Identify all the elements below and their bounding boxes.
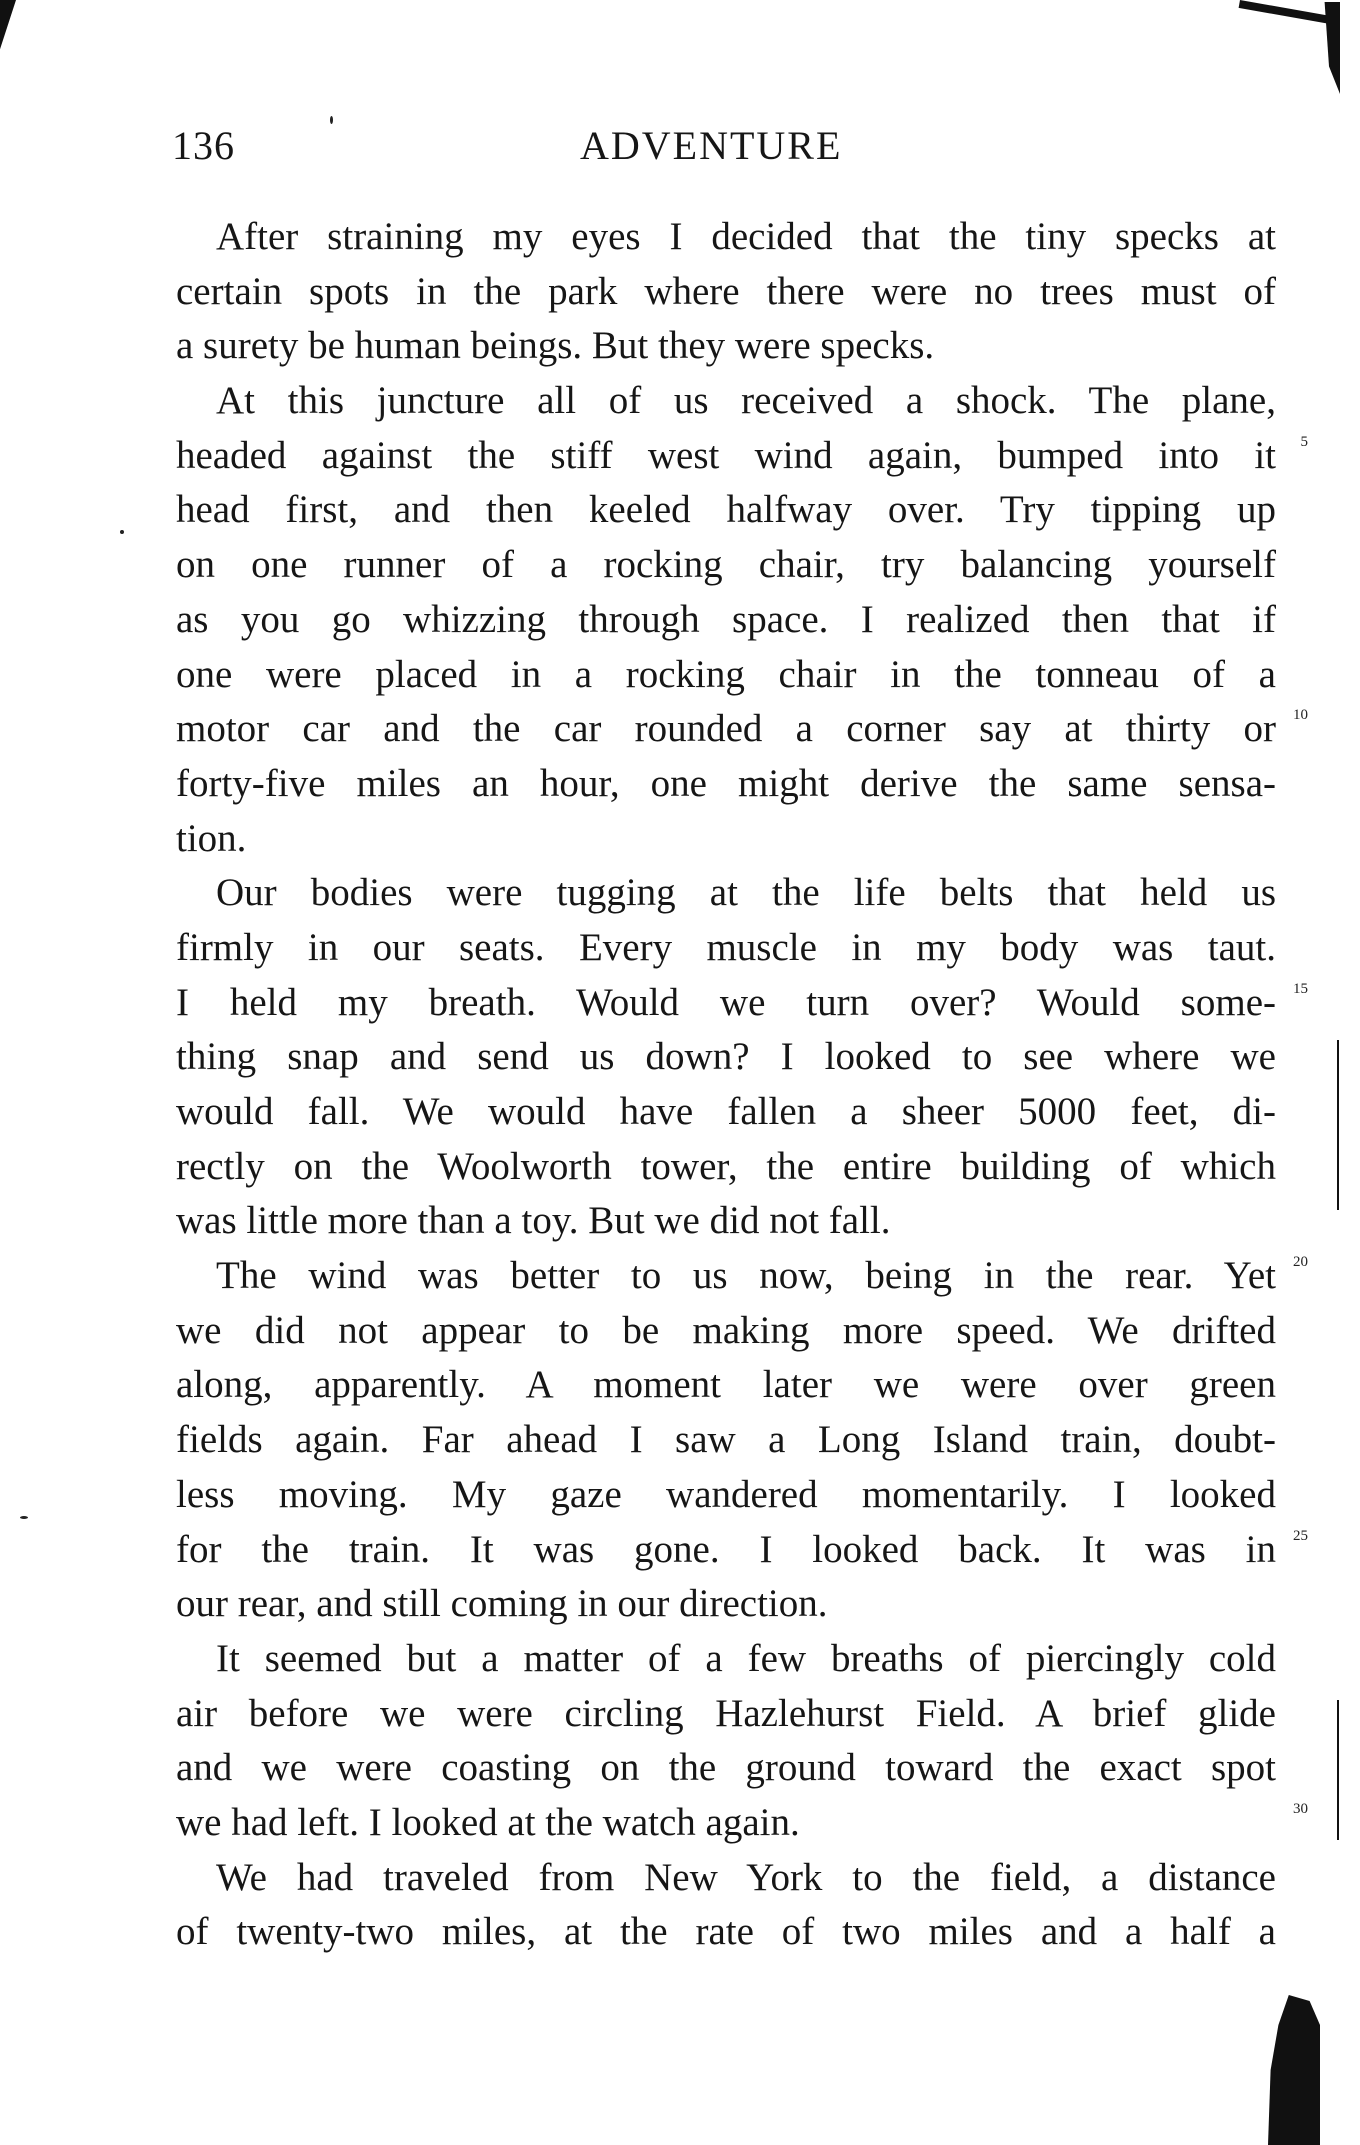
text-line: of twenty-two miles, at the rate of two miles and a half a	[176, 1910, 1276, 1954]
page-number: 136	[172, 123, 235, 168]
text-line-container	[176, 702, 1308, 757]
text-line: was little more than a toy. But we did not fall.	[176, 1199, 891, 1243]
scan-speck	[120, 530, 124, 534]
text-line-container	[176, 976, 1308, 1031]
text-line: a surety be human beings. But they were specks.	[176, 324, 935, 368]
text-line-container	[176, 1523, 1308, 1578]
text-line: motor car and the car rounded a corner say at thirty or	[176, 707, 1276, 751]
body-text	[176, 210, 1308, 1960]
text-line: headed against the stiff west wind again, bumped into it	[176, 433, 1276, 477]
scan-edge-line-upper	[1337, 1040, 1339, 1210]
text-line-container	[176, 1796, 1308, 1851]
scan-ink-blot	[1268, 1995, 1320, 2145]
scan-edge-line-lower	[1337, 1700, 1339, 1840]
text-line: for the train. It was gone. I looked back. It was in	[176, 1527, 1276, 1571]
text-line: our rear, and still coming in our direction.	[176, 1582, 828, 1626]
text-line: firmly in our seats. Every muscle in my body was taut.	[176, 925, 1276, 969]
text-line-container	[176, 429, 1308, 484]
text-line: we had left. I looked at the watch again.	[176, 1800, 800, 1844]
text-line: I held my breath. Would we turn over? Would some-	[176, 980, 1276, 1024]
text-line: along, apparently. A moment later we were over green	[176, 1363, 1276, 1407]
text-line: we did not appear to be making more speed. We drifted	[176, 1308, 1276, 1352]
scan-corner-mark-top-left	[0, 0, 16, 54]
text-line: air before we were circling Hazlehurst Field. A brief glide	[176, 1691, 1276, 1735]
text-line: After straining my eyes I decided that the tiny specks at	[216, 215, 1276, 258]
text-line: The wind was better to us now, being in the rear. Yet	[216, 1254, 1276, 1298]
text-line: certain spots in the park where there were no trees must of	[176, 269, 1276, 313]
line-number: 15	[1293, 980, 1308, 997]
scan-corner-mark-top-right	[1239, 0, 1339, 25]
line-number: 5	[1300, 433, 1308, 450]
text-line: fields again. Far ahead I saw a Long Island train, doubt-	[176, 1418, 1276, 1462]
line-number: 10	[1293, 707, 1308, 724]
text-line: and we were coasting on the ground toward the exact spot	[176, 1746, 1276, 1790]
line-number: 25	[1293, 1527, 1308, 1544]
text-line: less moving. My gaze wandered momentarily. I looked	[176, 1472, 1276, 1516]
scan-speck	[20, 1516, 28, 1519]
text-line: We had traveled from New York to the field, a distance	[216, 1855, 1276, 1899]
text-line: forty-five miles an hour, one might derive the same sensa-	[176, 761, 1276, 805]
text-line: as you go whizzing through space. I realized then that if	[176, 597, 1276, 641]
text-line: It seemed but a matter of a few breaths of piercingly cold	[216, 1636, 1276, 1680]
line-number: 30	[1293, 1800, 1308, 1817]
text-line: head first, and then keeled halfway over. Try tipping up	[176, 488, 1276, 532]
running-title: ADVENTURE	[580, 123, 843, 168]
text-line: would fall. We would have fallen a sheer 5000 feet, di-	[176, 1090, 1276, 1133]
text-line-container	[176, 1249, 1308, 1304]
text-line: tion.	[176, 816, 247, 860]
text-line: thing snap and send us down? I looked to see where we	[176, 1035, 1276, 1079]
text-line: rectly on the Woolworth tower, the entire building of which	[176, 1144, 1276, 1188]
text-line: one were placed in a rocking chair in the tonneau of a	[176, 652, 1276, 696]
line-number: 20	[1293, 1254, 1308, 1271]
text-line: on one runner of a rocking chair, try balancing yourself	[176, 543, 1276, 587]
text-line: At this juncture all of us received a shock. The plane,	[216, 379, 1276, 423]
running-head	[172, 122, 1282, 182]
text-line: Our bodies were tugging at the life belts that held us	[216, 871, 1276, 915]
